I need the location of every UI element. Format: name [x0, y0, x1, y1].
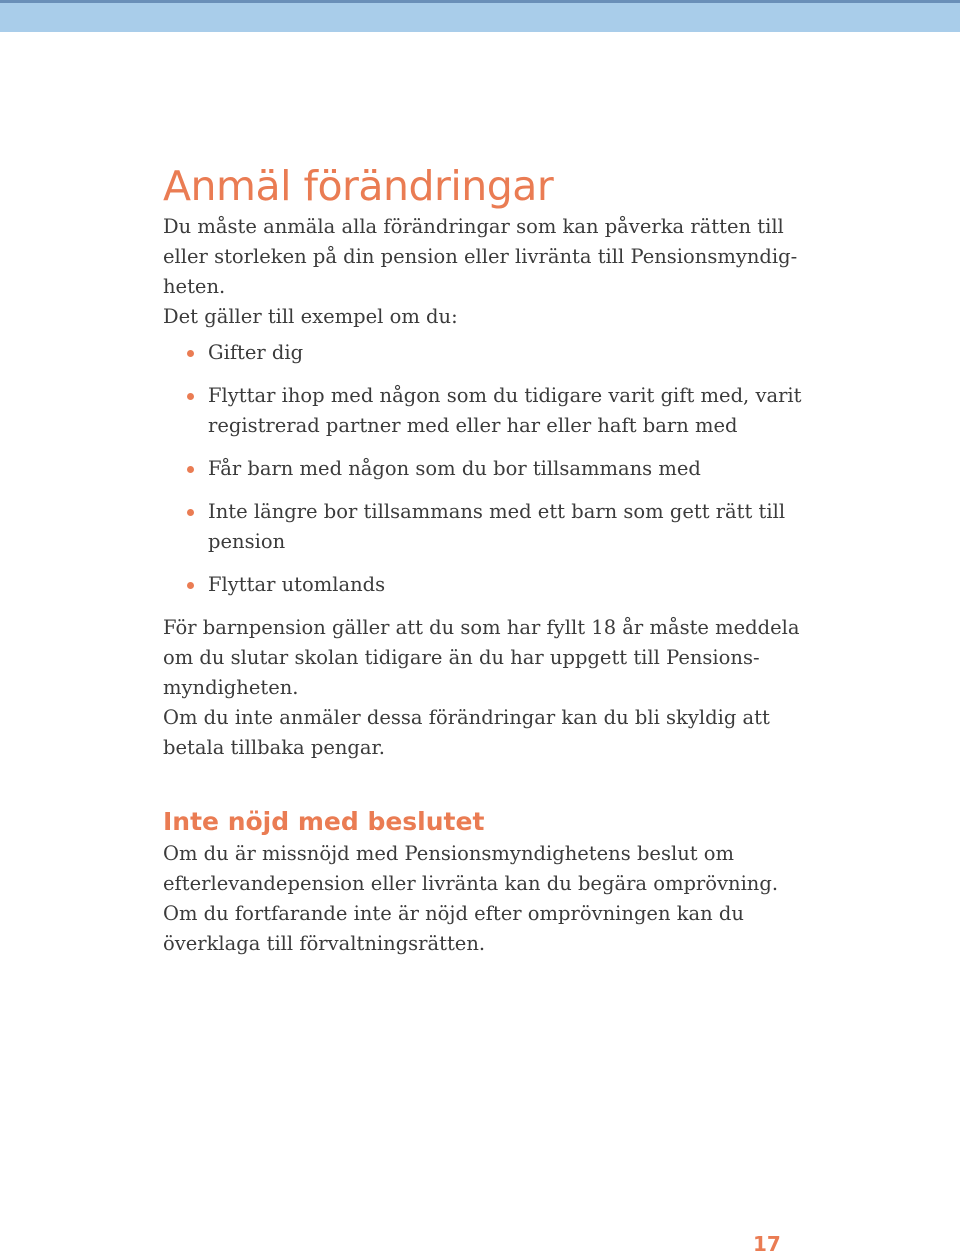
list-item-text: Flyttar ihop med någon som du tidigare varit gift med, varit registrerad partner med eller har eller haft barn med: [208, 384, 802, 437]
list-item: [163, 338, 803, 368]
bullet-dot-icon: [187, 350, 194, 357]
bullet-dot-icon: [187, 393, 194, 400]
list-item-text: Får barn med någon som du bor tillsammans med: [208, 457, 701, 480]
list-item: [163, 381, 803, 441]
intro-paragraph: Du måste anmäla alla förändringar som kan påverka rätten till eller storleken på din pension eller livränta till Pensionsmyndigheten.: [163, 215, 798, 298]
list-item-text: Gifter dig: [208, 341, 304, 364]
page-number: 17: [753, 1232, 781, 1256]
list-item: [163, 454, 803, 484]
list-item-text: Flyttar utomlands: [208, 573, 386, 596]
top-decorative-bar: [0, 0, 960, 32]
changes-list: [163, 338, 803, 600]
list-item: [163, 570, 803, 600]
warning-paragraph: Om du inte anmäler dessa förändringar kan du bli skyldig att betala tillbaka pengar.: [163, 706, 770, 759]
bullet-dot-icon: [187, 466, 194, 473]
list-lead-text: Det gäller till exempel om du:: [163, 305, 458, 328]
section-heading: Inte nöjd med beslutet: [163, 807, 485, 836]
list-item: [163, 497, 803, 557]
page-content: [163, 160, 803, 959]
barnpension-paragraph: För barnpension gäller att du som har fyllt 18 år måste meddela om du slutar skolan tidigare än du har uppgett till Pensionsmyndigheten.: [163, 616, 800, 699]
bullet-dot-icon: [187, 582, 194, 589]
appeal-paragraph: Om du är missnöjd med Pensionsmyndighetens beslut om efterlevandepension eller livränta kan du begära omprövning. Om du fortfarande inte är nöjd efter omprövningen kan du överklaga till förvaltningsrätten.: [163, 842, 779, 955]
page-title: Anmäl förändringar: [163, 162, 554, 210]
list-item-text: Inte längre bor tillsammans med ett barn som gett rätt till pension: [208, 500, 786, 553]
bullet-dot-icon: [187, 509, 194, 516]
